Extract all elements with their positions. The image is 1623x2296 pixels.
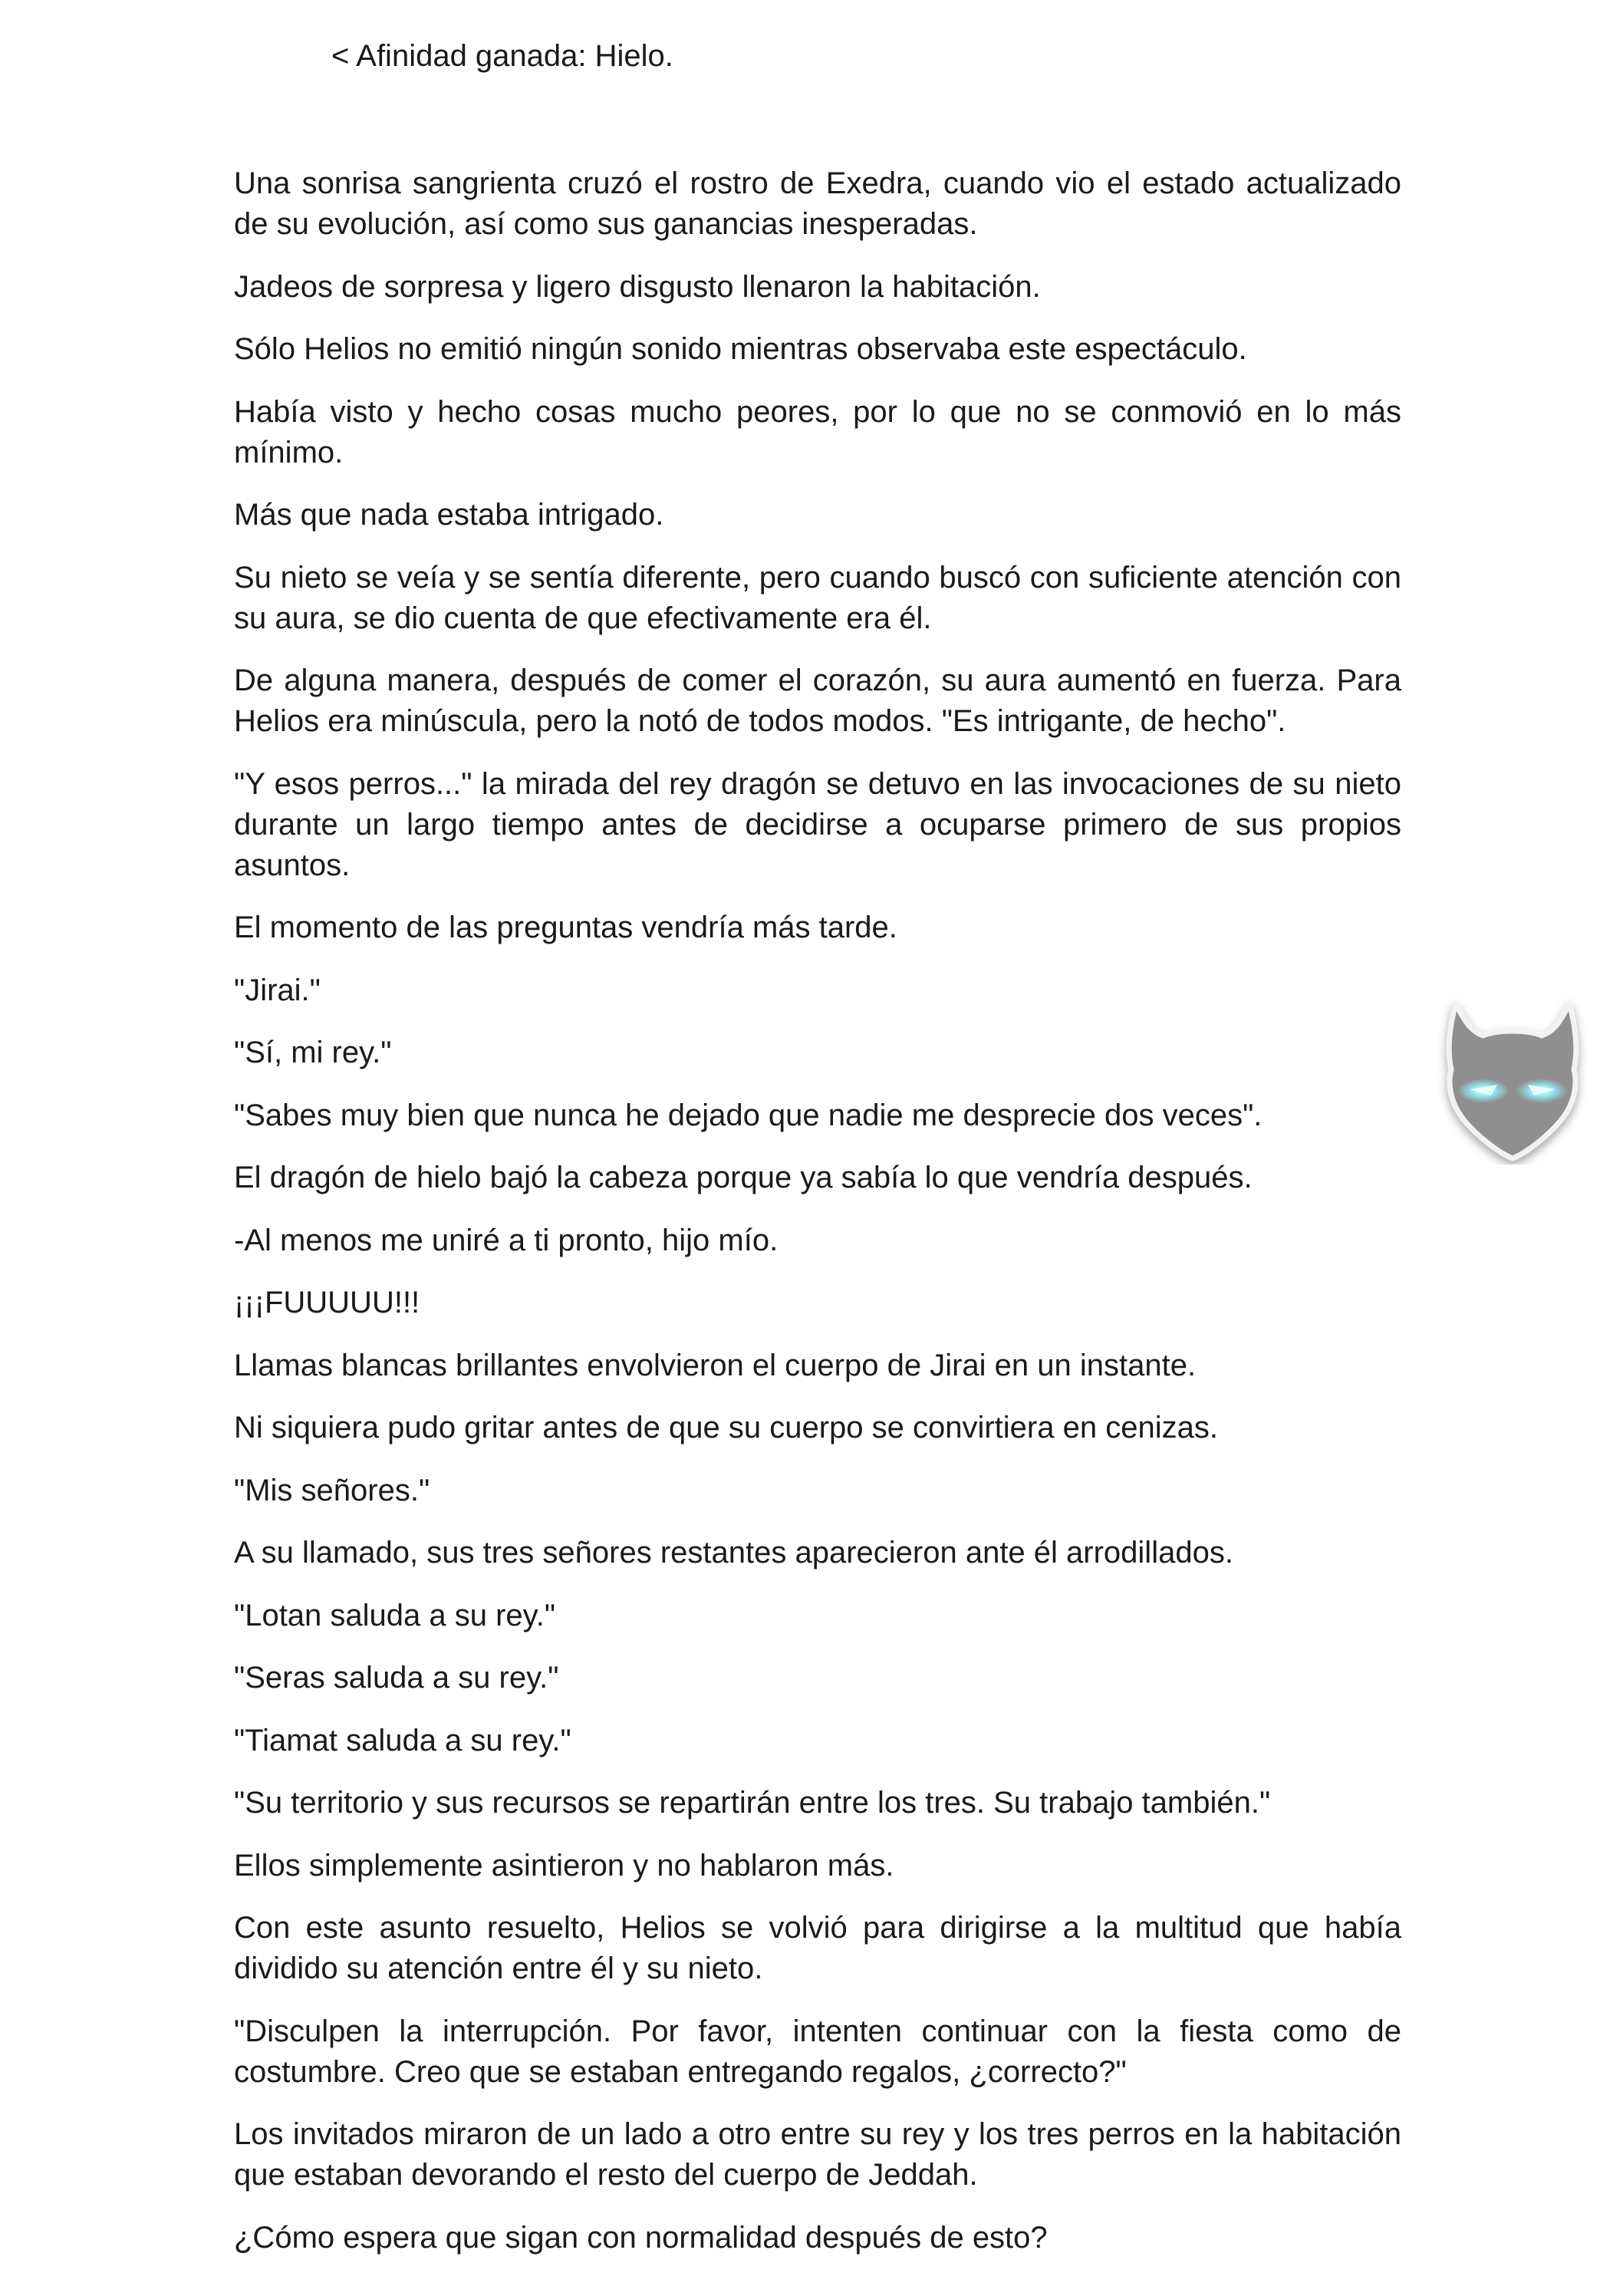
paragraph: "Seras saluda a su rey."	[234, 1661, 559, 1695]
paragraph: Su nieto se veía y se sentía diferente, pero cuando buscó con suficiente atención con su aura, se dio cuenta de que efectivamente era él.	[234, 560, 1401, 635]
paragraph: Una sonrisa sangrienta cruzó el rostro de Exedra, cuando vio el estado actualizado de su evolución, así como sus ganancias inesperadas.	[234, 166, 1401, 241]
paragraph: "Jirai."	[234, 973, 321, 1007]
paragraph: "Y esos perros..." la mirada del rey dragón se detuvo en las invocaciones de su nieto durante un largo tiempo antes de decidirse a ocuparse primero de sus propios asuntos.	[234, 766, 1401, 882]
paragraph: Con este asunto resuelto, Helios se volvió para dirigirse a la multitud que había dividido su atención entre él y su nieto.	[234, 1911, 1401, 1985]
paragraph: "Sabes muy bien que nunca he dejado que nadie me desprecie dos veces".	[234, 1098, 1263, 1132]
paragraph: De alguna manera, después de comer el corazón, su aura aumentó en fuerza. Para Helios era minúscula, pero la notó de todos modos. "Es intrigante, de hecho".	[234, 664, 1401, 738]
paragraph: Sólo Helios no emitió ningún sonido mientras observaba este espectáculo.	[234, 332, 1247, 366]
paragraph: Había visto y hecho cosas mucho peores, por lo que no se conmovió en lo más mínimo.	[234, 394, 1401, 469]
demon-head-icon	[1436, 996, 1589, 1164]
paragraph: Ni siquiera pudo gritar antes de que su cuerpo se convirtiera en cenizas.	[234, 1411, 1218, 1444]
paragraph: El dragón de hielo bajó la cabeza porque ya sabía lo que vendría después.	[234, 1161, 1253, 1194]
paragraph: "Mis señores."	[234, 1473, 430, 1507]
paragraph: ¡¡¡FUUUUU!!!	[234, 1286, 420, 1319]
paragraph: Más que nada estaba intrigado.	[234, 498, 664, 532]
affinity-notice: < Afinidad ganada: Hielo.	[331, 39, 673, 73]
paragraph: Ellos simplemente asintieron y no hablaron más.	[234, 1848, 894, 1883]
paragraph: El momento de las preguntas vendría más tarde.	[234, 911, 897, 944]
paragraph: Los invitados miraron de un lado a otro entre su rey y los tres perros en la habitación que estaban devorando el resto del cuerpo de Jeddah.	[234, 2117, 1401, 2192]
paragraph: Llamas blancas brillantes envolvieron el cuerpo de Jirai en un instante.	[234, 1348, 1197, 1382]
paragraph: ¿Cómo espera que sigan con normalidad después de esto?	[234, 2220, 1048, 2255]
paragraph: A su llamado, sus tres señores restantes aparecieron ante él arrodillados.	[234, 1536, 1233, 1570]
paragraph: -Al menos me uniré a ti pronto, hijo mío.	[234, 1223, 779, 1257]
paragraph: "Lotan saluda a su rey."	[234, 1598, 556, 1632]
story-text	[234, 163, 1401, 2280]
paragraph: "Su territorio y sus recursos se repartirán entre los tres. Su trabajo también."	[234, 1786, 1271, 1820]
paragraph: Jadeos de sorpresa y ligero disgusto llenaron la habitación.	[234, 269, 1041, 304]
paragraph: "Tiamat saluda a su rey."	[234, 1723, 571, 1757]
paragraph: "Sí, mi rey."	[234, 1036, 392, 1069]
paragraph: "Disculpen la interrupción. Por favor, intenten continuar con la fiesta como de costumbre. Creo que se estaban entregando regalos, ¿correcto?"	[234, 2014, 1401, 2089]
